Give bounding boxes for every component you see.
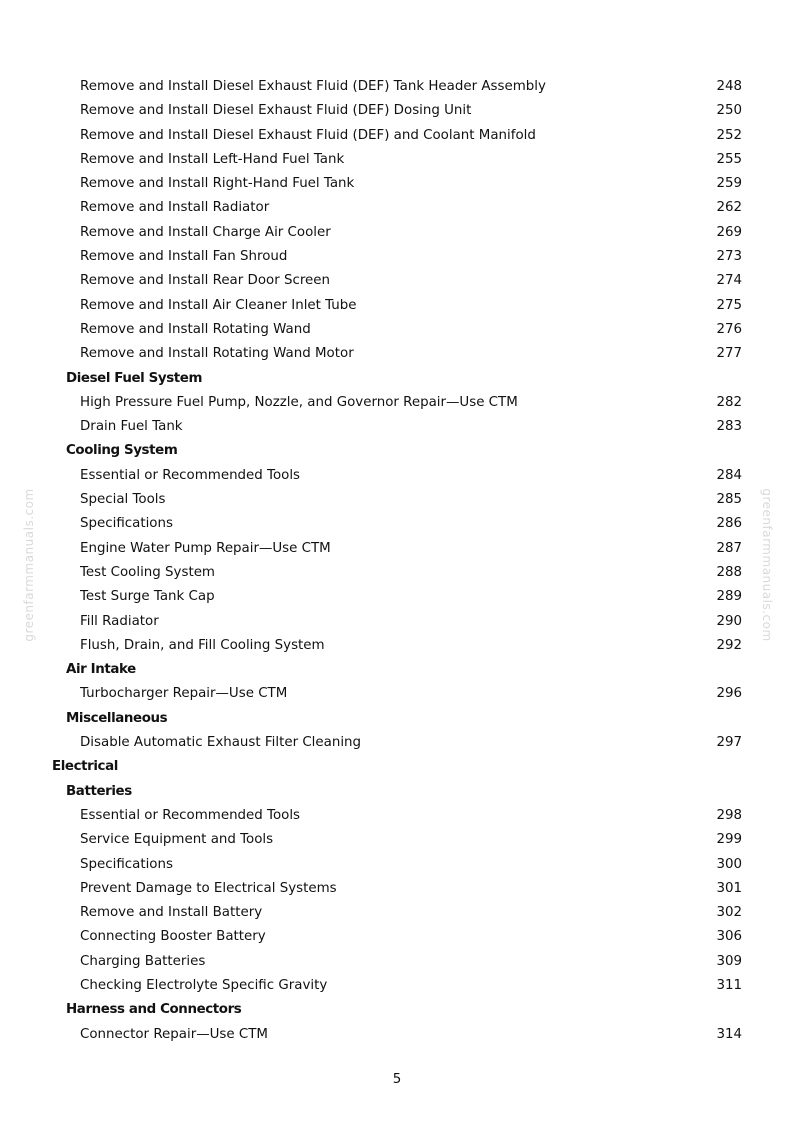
toc-entry (0, 75, 794, 99)
toc-entry (0, 148, 794, 172)
toc-entry (0, 318, 794, 342)
toc-page-number: 250 (716, 103, 742, 119)
toc-entry (0, 877, 794, 901)
toc-entry-title: Flush, Drain, and Fill Cooling System (80, 637, 325, 653)
toc-entry (0, 853, 794, 877)
toc-entry-title: Remove and Install Rear Door Screen (80, 273, 331, 289)
toc-entry (0, 245, 794, 269)
toc-entry (0, 415, 794, 439)
toc-entry-title: Charging Batteries (80, 953, 206, 969)
toc-entry (0, 196, 794, 220)
toc-entry-title: Specifications (80, 856, 173, 872)
toc-entry-title: High Pressure Fuel Pump, Nozzle, and Governor Repair—Use CTM (80, 394, 518, 410)
toc-page-number: 286 (716, 516, 742, 532)
toc-entry (0, 634, 794, 658)
toc-page-number: 301 (716, 880, 742, 896)
toc-subsection-title: Batteries (66, 783, 132, 799)
toc-entry (0, 585, 794, 609)
toc-entry-title: Special Tools (80, 492, 166, 508)
toc-entry (0, 124, 794, 148)
toc-section-title: Electrical (52, 759, 118, 775)
toc-page-number: 299 (716, 832, 742, 848)
toc-entry-title: Remove and Install Battery (80, 905, 263, 921)
toc-page-number: 248 (716, 79, 742, 94)
toc-page-number: 314 (716, 1026, 742, 1042)
toc-entry-title: Remove and Install Fan Shroud (80, 249, 288, 265)
toc-entry-title: Essential or Recommended Tools (80, 467, 301, 483)
toc-entry-title: Fill Radiator (80, 613, 159, 629)
toc-entry (0, 488, 794, 512)
toc-page-number: 311 (716, 977, 742, 993)
toc-page-number: 252 (716, 127, 742, 143)
toc-subsection (0, 658, 794, 682)
toc-page-number: 296 (716, 686, 742, 702)
toc-entry-title: Checking Electrolyte Specific Gravity (80, 977, 328, 993)
toc-page-number: 285 (716, 492, 742, 508)
toc-entry-title: Essential or Recommended Tools (80, 807, 301, 823)
toc-page-number: 269 (716, 224, 742, 240)
toc-entry-title: Specifications (80, 516, 173, 532)
toc-page-number: 309 (716, 953, 742, 969)
toc-entry-title: Connector Repair—Use CTM (80, 1026, 268, 1042)
toc-page-number: 275 (716, 297, 742, 313)
toc-subsection (0, 707, 794, 731)
toc-subsection (0, 998, 794, 1022)
toc-page-number: 306 (716, 929, 742, 945)
toc-section (0, 755, 794, 779)
toc-subsection-title: Diesel Fuel System (66, 370, 203, 386)
toc-entry-title: Remove and Install Diesel Exhaust Fluid (DEF) and Coolant Manifold (80, 127, 536, 143)
toc-entry-title: Remove and Install Right-Hand Fuel Tank (80, 176, 355, 192)
toc-entry (0, 464, 794, 488)
toc-subsection-title: Air Intake (66, 662, 136, 678)
toc-page-number: 273 (716, 249, 742, 265)
toc-entry-title: Test Cooling System (80, 564, 215, 580)
toc-entry-title: Disable Automatic Exhaust Filter Cleaning (80, 735, 362, 751)
toc-entry (0, 269, 794, 293)
toc-entry-title: Remove and Install Radiator (80, 200, 270, 216)
toc-entry (0, 561, 794, 585)
toc-entry-title: Prevent Damage to Electrical Systems (80, 880, 337, 896)
toc-entry (0, 1023, 794, 1047)
toc-entry (0, 901, 794, 925)
toc-entry (0, 342, 794, 366)
toc-page-number: 297 (716, 735, 742, 751)
toc-entry (0, 950, 794, 974)
toc-entry (0, 512, 794, 536)
toc-entry-title: Engine Water Pump Repair—Use CTM (80, 540, 331, 556)
toc-entry (0, 391, 794, 415)
toc-subsection-title: Cooling System (66, 443, 178, 459)
toc-entry (0, 610, 794, 634)
watermark-right: greenfarmmanuals.com (760, 488, 774, 642)
toc-entry (0, 682, 794, 706)
toc-entry-title: Remove and Install Charge Air Cooler (80, 224, 331, 240)
toc-subsection-title: Harness and Connectors (66, 1002, 242, 1018)
toc-entry-title: Service Equipment and Tools (80, 832, 274, 848)
toc-page-number: 255 (716, 151, 742, 167)
toc-page-number: 282 (716, 394, 742, 410)
table-of-contents (0, 75, 794, 1047)
toc-page-number: 277 (716, 346, 742, 362)
toc-page-number: 292 (716, 637, 742, 653)
toc-page-number: 288 (716, 564, 742, 580)
toc-entry (0, 731, 794, 755)
toc-page-number: 274 (716, 273, 742, 289)
toc-entry-title: Remove and Install Left-Hand Fuel Tank (80, 151, 345, 167)
toc-page-number: 259 (716, 176, 742, 192)
toc-subsection-title: Miscellaneous (66, 710, 168, 726)
toc-page-number: 287 (716, 540, 742, 556)
toc-page-number: 302 (716, 905, 742, 921)
toc-entry-title: Remove and Install Rotating Wand Motor (80, 346, 354, 362)
toc-entry-title: Turbocharger Repair—Use CTM (80, 686, 288, 702)
toc-entry (0, 172, 794, 196)
toc-subsection (0, 780, 794, 804)
toc-entry (0, 537, 794, 561)
toc-entry (0, 221, 794, 245)
toc-entry (0, 99, 794, 123)
toc-page-number: 289 (716, 589, 742, 605)
toc-entry-title: Remove and Install Rotating Wand (80, 321, 311, 337)
toc-page-number: 284 (716, 467, 742, 483)
toc-entry-title: Connecting Booster Battery (80, 929, 266, 945)
page-number: 5 (392, 1072, 402, 1087)
toc-page-number: 262 (716, 200, 742, 216)
watermark-left: greenfarmmanuals.com (22, 488, 36, 642)
toc-entry (0, 804, 794, 828)
toc-page-number: 290 (716, 613, 742, 629)
toc-subsection (0, 439, 794, 463)
toc-page-number: 283 (716, 419, 742, 435)
toc-page-number: 300 (716, 856, 742, 872)
toc-entry (0, 974, 794, 998)
toc-subsection (0, 367, 794, 391)
toc-page-number: 298 (716, 807, 742, 823)
toc-entry (0, 294, 794, 318)
toc-entry-title: Remove and Install Diesel Exhaust Fluid (DEF) Tank Header Assembly (80, 79, 546, 94)
toc-entry (0, 925, 794, 949)
toc-page-number: 276 (716, 321, 742, 337)
toc-entry-title: Test Surge Tank Cap (80, 589, 215, 605)
toc-entry-title: Drain Fuel Tank (80, 419, 183, 435)
toc-entry-title: Remove and Install Diesel Exhaust Fluid (DEF) Dosing Unit (80, 103, 472, 119)
toc-entry (0, 828, 794, 852)
toc-entry-title: Remove and Install Air Cleaner Inlet Tube (80, 297, 357, 313)
